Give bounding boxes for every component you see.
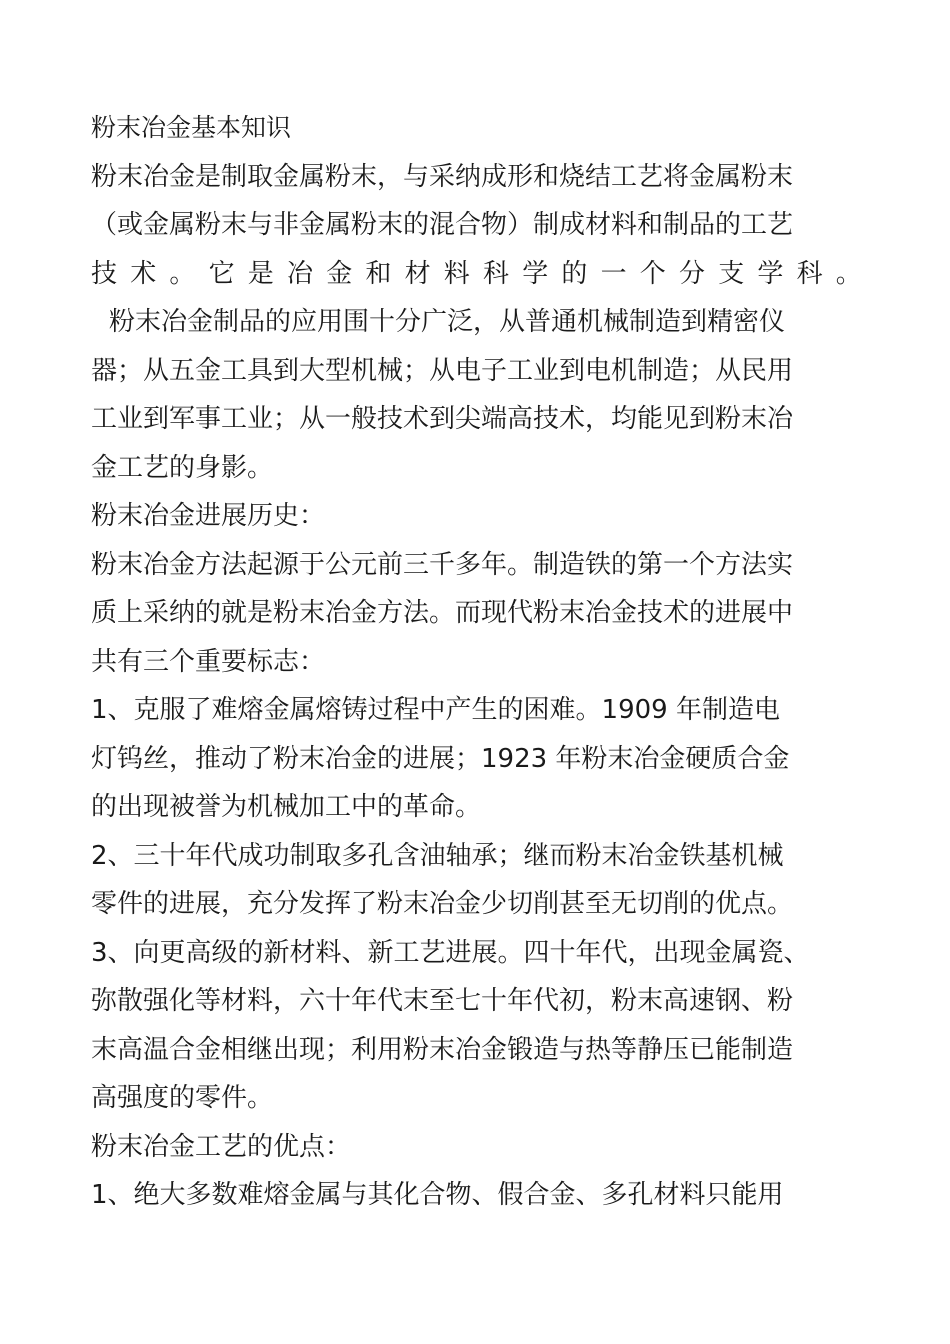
document-title: 粉末冶金基本知识	[91, 113, 292, 142]
paragraph-line: 技术。它是冶金和材料科学的一个分支学科。	[91, 258, 876, 289]
paragraph-line: 器；从五金工具到大型机械；从电子工业到电机制造；从民用	[91, 355, 794, 386]
section-heading: 粉末冶金进展历史：	[91, 501, 326, 531]
paragraph-line: 金工艺的身影。	[91, 452, 274, 483]
section-heading: 粉末冶金工艺的优点：	[91, 1131, 352, 1162]
paragraph-line: 工业到军事工业；从一般技术到尖端高技术，均能见到粉末冶	[91, 404, 794, 434]
list-item-line: 灯钨丝，推动了粉末冶金的进展；1923 年粉末冶金硬质合金	[91, 743, 790, 774]
list-item-line: 弥散强化等材料，六十年代末至七十年代初，粉末高速钢、粉	[91, 986, 794, 1016]
list-item-line: 末高温合金相继出现；利用粉末冶金锻造与热等静压已能制造	[91, 1034, 794, 1065]
paragraph-line: 质上采纳的就是粉末冶金方法。而现代粉末冶金技术的进展中	[91, 598, 794, 628]
paragraph-line: 粉末冶金是制取金属粉末，与采纳成形和烧结工艺将金属粉末	[91, 161, 794, 192]
list-item-line: 2、三十年代成功制取多孔含油轴承；继而粉末冶金铁基机械	[91, 840, 784, 871]
list-item-line: 3、向更高级的新材料、新工艺进展。四十年代，出现金属瓷、	[91, 937, 810, 968]
list-item-line: 1、克服了难熔金属熔铸过程中产生的困难。1909 年制造电	[91, 695, 780, 725]
paragraph-line: 共有三个重要标志：	[91, 646, 326, 677]
paragraph-line: 粉末冶金制品的应用围十分广泛，从普通机械制造到精密仪	[109, 307, 786, 337]
document-body	[91, 104, 876, 1220]
paragraph-line: （或金属粉末与非金属粉末的混合物）制成材料和制品的工艺	[91, 210, 794, 240]
list-item-line: 零件的进展，充分发挥了粉末冶金少切削甚至无切削的优点。	[91, 889, 794, 919]
list-item-line: 的出现被誉为机械加工中的革命。	[91, 792, 482, 822]
list-item-line: 高强度的零件。	[91, 1083, 274, 1113]
list-item-line: 1、绝大多数难熔金属与其化合物、假合金、多孔材料只能用	[91, 1180, 784, 1210]
paragraph-line: 粉末冶金方法起源于公元前三千多年。制造铁的第一个方法实	[91, 549, 794, 580]
